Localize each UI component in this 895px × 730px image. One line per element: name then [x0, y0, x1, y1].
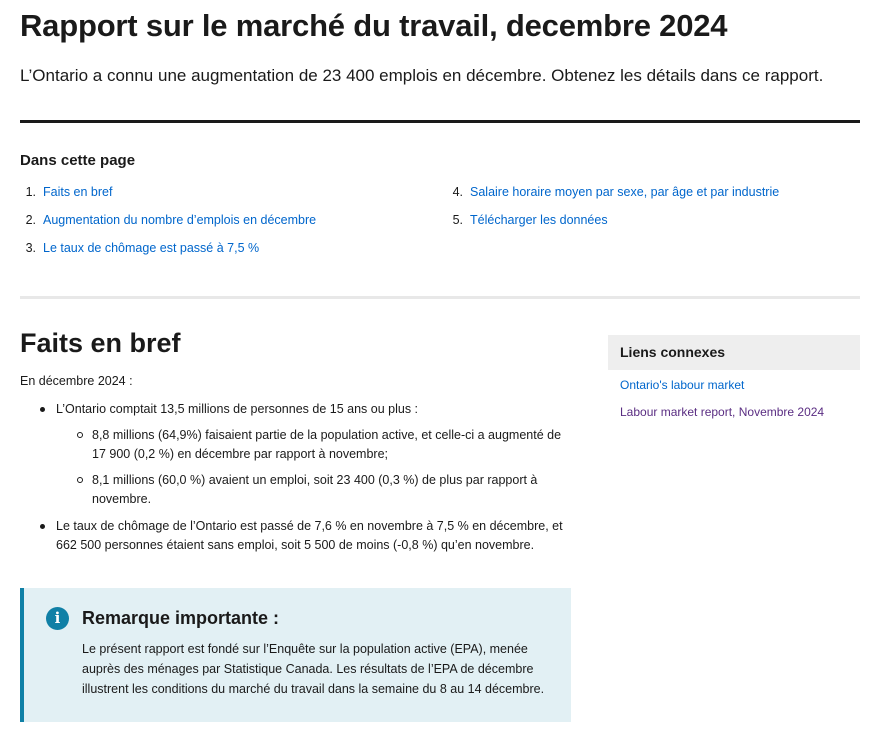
page-title: Rapport sur le marché du travail, decembre 2024 — [20, 8, 728, 43]
toc-item — [16, 183, 316, 211]
fact-active-population: 8,8 millions (64,9%) faisaient partie de la population active, et celle-ci a augmenté de 17 900 (0,2 %) en décembre par rapport à novembre; — [92, 428, 562, 461]
fact-employed: 8,1 millions (60,0 %) avaient un emploi, soit 23 400 (0,3 %) de plus par rapport à novembre. — [92, 473, 538, 506]
toc-link-salaire-horaire[interactable]: Salaire horaire moyen par sexe, par âge et par industrie — [470, 185, 780, 199]
toc-link-telecharger-donnees[interactable]: Télécharger les données — [470, 213, 608, 227]
toc-list-left — [16, 183, 316, 267]
toc-item-number: 4. — [452, 185, 463, 199]
info-icon: i — [46, 607, 69, 630]
toc-item — [16, 211, 316, 239]
list-item — [620, 377, 824, 404]
toc-item-number: 3. — [25, 241, 36, 255]
list-item — [56, 426, 570, 464]
toc-item-number: 2. — [25, 213, 36, 227]
page-lead: L’Ontario a connu une augmentation de 23 400 emplois en décembre. Obtenez les détails dans ce rapport. — [20, 66, 824, 85]
related-links-heading: Liens connexes — [608, 335, 860, 370]
facts-sublist — [56, 426, 570, 509]
note-title: Remarque importante : — [82, 608, 280, 628]
header-divider — [20, 120, 860, 123]
section-divider — [20, 296, 860, 299]
note-text: Le présent rapport est fondé sur l’Enquête sur la population active (EPA), menée auprès des ménages par Statistique Canada. Les résultats de l’EPA de décembre illustrent les conditions du marché du travail dans la semaine du 8 au 14 décembre. — [82, 642, 545, 696]
list-item — [20, 517, 570, 555]
facts-list — [20, 400, 570, 563]
important-note-callout — [20, 588, 571, 722]
facts-intro: En décembre 2024 : — [20, 374, 133, 388]
list-item — [56, 471, 570, 509]
toc-link-taux-chomage[interactable]: Le taux de chômage est passé à 7,5 % — [43, 241, 260, 255]
toc-item-number: 5. — [452, 213, 463, 227]
toc-item-number: 1. — [25, 185, 36, 199]
toc-list-right — [443, 183, 779, 239]
fact-population: L’Ontario comptait 13,5 millions de personnes de 15 ans ou plus : — [56, 402, 419, 416]
list-item — [620, 404, 824, 431]
toc-item — [443, 183, 779, 211]
toc-item — [443, 211, 779, 239]
toc-title: Dans cette page — [20, 152, 136, 169]
related-link-labour-market-report-november[interactable]: Labour market report, Novembre 2024 — [620, 405, 825, 419]
section-heading-faits-en-bref: Faits en bref — [20, 328, 181, 358]
toc-item — [16, 239, 316, 267]
toc-link-augmentation-emplois[interactable]: Augmentation du nombre d’emplois en décembre — [43, 213, 317, 227]
related-link-ontario-labour-market[interactable]: Ontario's labour market — [620, 378, 745, 392]
toc-link-faits-en-bref[interactable]: Faits en bref — [43, 185, 113, 199]
list-item — [20, 400, 570, 509]
fact-unemployment-rate: Le taux de chômage de l’Ontario est passé de 7,6 % en novembre à 7,5 % en décembre, et 662 500 personnes étaient sans emploi, soit 5 500 de moins (-0,8 %) qu’en novembre. — [56, 519, 563, 552]
related-links-list — [620, 377, 824, 431]
